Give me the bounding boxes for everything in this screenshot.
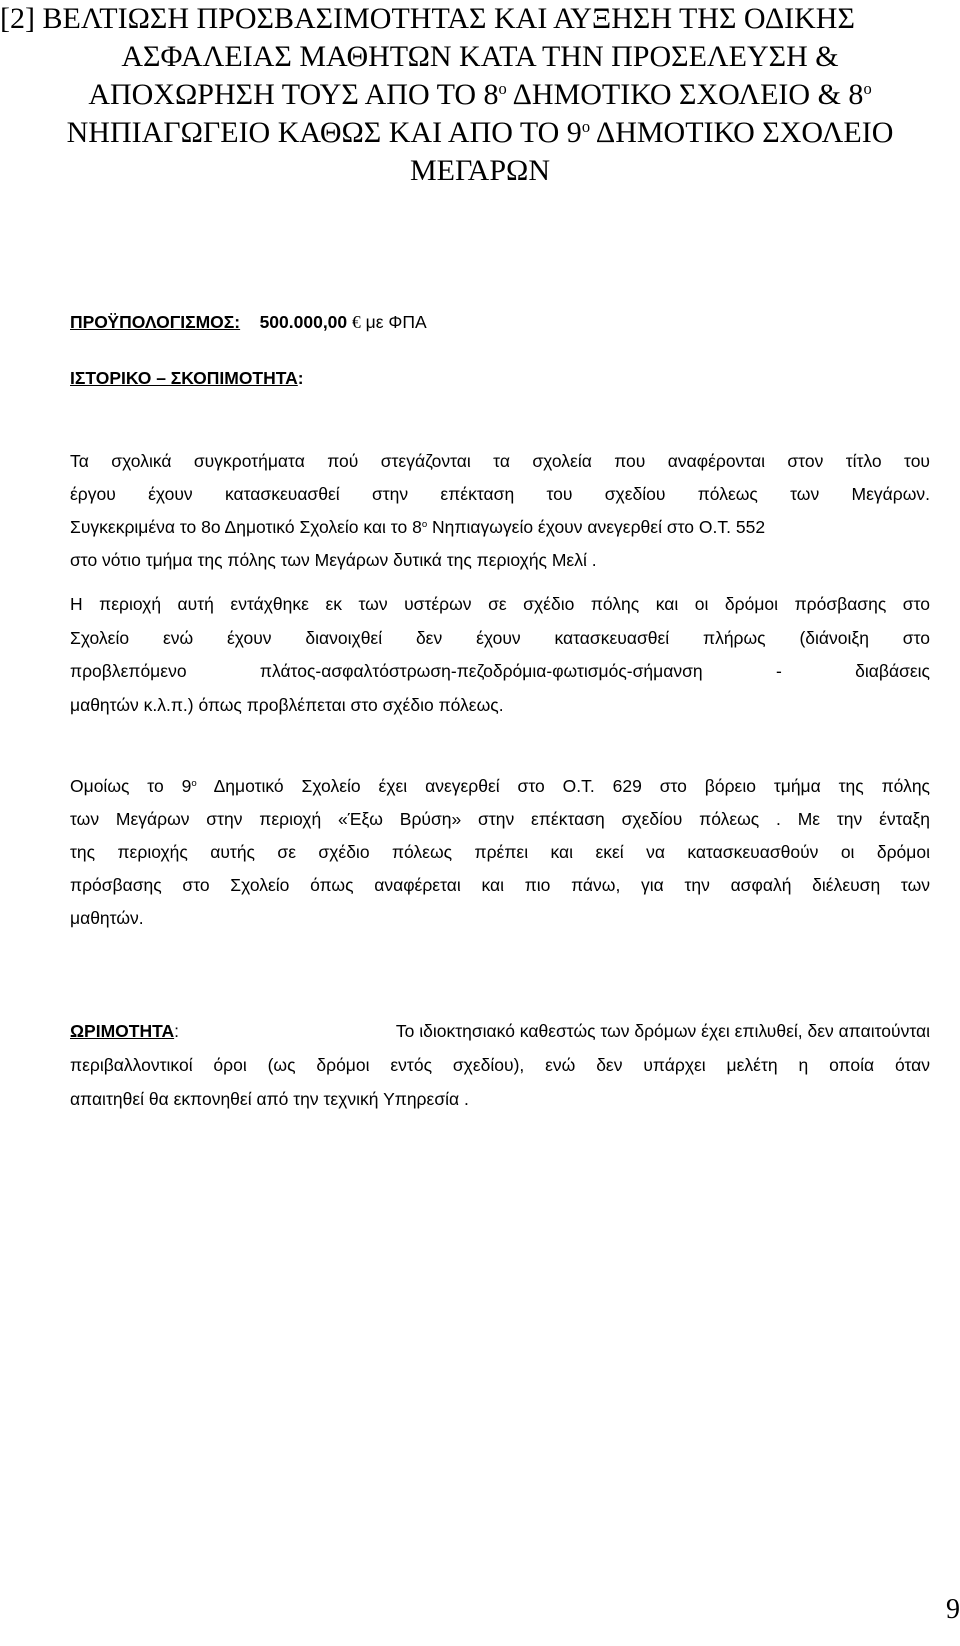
history-label: ΙΣΤΟΡΙΚΟ – ΣΚΟΠΙΜΟΤΗΤΑ bbox=[70, 368, 298, 388]
timeliness-line-3: απαιτηθεί θα εκπονηθεί από την τεχνική Υπηρεσία . bbox=[70, 1089, 469, 1109]
budget-row bbox=[70, 312, 930, 333]
title-line-4: ΝΗΠΙΑΓΩΓΕΙΟ ΚΑΘΩΣ ΚΑΙ ΑΠΟ ΤΟ $9^o$ ΔΗΜΟΤΙΚΟ ΣΧΟΛΕΙΟ bbox=[66, 116, 894, 149]
paragraph-3-line-4: πρόσβασης στο Σχολείο όπως αναφέρεται και πιο πάνω, για την ασφαλή διέλευση των bbox=[70, 875, 930, 895]
timeliness-label: ΩΡΙΜΟΤΗΤΑ bbox=[70, 1021, 175, 1041]
budget-amount: 500.000,00 bbox=[259, 312, 348, 332]
title-line-5: ΜΕΓΑΡΩΝ bbox=[409, 154, 550, 187]
title-line-2: ΑΣΦΑΛΕΙΑΣ ΜΑΘΗΤΩΝ ΚΑΤΑ ΤΗΝ ΠΡΟΣΕΛΕΥΣΗ & bbox=[121, 40, 839, 73]
paragraph-1 bbox=[70, 445, 930, 577]
paragraph-2-line-3: προβλεπόμενο πλάτος-ασφαλτόστρωση-πεζοδρόμια-φωτισμός-σήμανση - διαβάσεις bbox=[70, 661, 930, 681]
budget-label: ΠΡΟΫΠΟΛΟΓΙΣΜΟΣ: bbox=[70, 312, 241, 332]
euro-sign: € bbox=[352, 312, 361, 332]
timeliness-text-1: Το ιδιοκτησιακό καθεστώς των δρόμων έχει επιλυθεί, δεν απαιτούνται bbox=[395, 1021, 930, 1041]
title-line-1: [2] ΒΕΛΤΙΩΣΗ ΠΡΟΣΒΑΣΙΜΟΤΗΤΑΣ ΚΑΙ ΑΥΞΗΣΗ ΤΗΣ ΟΔΙΚΗΣ bbox=[0, 2, 855, 35]
timeliness-section bbox=[70, 1014, 930, 1116]
paragraph-1-line-1: Τα σχολικά συγκροτήματα πού στεγάζονται τα σχολεία που αναφέρονται στον τίτλο του bbox=[70, 451, 930, 471]
paragraph-3-line-3: της περιοχής αυτής σε σχέδιο πόλεως πρέπει και εκεί να κατασκευασθούν οι δρόμοι bbox=[70, 842, 930, 862]
paragraph-2-line-1: Η περιοχή αυτή εντάχθηκε εκ των υστέρων σε σχέδιο πόλης και οι δρόμοι πρόσβασης στο bbox=[70, 594, 930, 614]
page-number: 9 bbox=[946, 1594, 960, 1625]
paragraph-2-line-2: Σχολείο ενώ έχουν διανοιχθεί δεν έχουν κατασκευασθεί πλήρως (διάνοιξη στο bbox=[70, 627, 930, 648]
paragraph-3 bbox=[70, 770, 930, 935]
paragraph-2 bbox=[70, 588, 930, 722]
timeliness-line-1: ΩΡΙΜΟΤΗΤΑ: Το ιδιοκτησιακό καθεστώς των δρόμων έχει επιλυθεί, δεν απαιτούνται bbox=[70, 1014, 930, 1048]
paragraph-1-line-4: στο νότιο τμήμα της πόλης των Μεγάρων δυτικά της περιοχής Μελί . bbox=[70, 550, 597, 570]
timeliness-line-2: περιβαλλοντικοί όροι (ως δρόμοι εντός σχεδίου), ενώ δεν υπάρχει μελέτη η οποία όταν bbox=[70, 1055, 930, 1075]
paragraph-1-line-3: Συγκεκριμένα το 8ο Δημοτικό Σχολείο και το $8^o$ Νηπιαγωγείο έχουν ανεγερθεί στο Ο.Τ. 552 bbox=[70, 517, 766, 537]
paragraph-2-line-4: μαθητών κ.λ.π.) όπως προβλέπεται στο σχέδιο πόλεως. bbox=[70, 694, 504, 715]
paragraph-1-line-2: έργου έχουν κατασκευασθεί στην επέκταση του σχεδίου πόλεως των Μεγάρων. bbox=[70, 484, 930, 504]
budget-vat: με ΦΠΑ bbox=[365, 312, 427, 332]
paragraph-3-line-2: των Μεγάρων στην περιοχή «Έξω Βρύση» στην επέκταση σχεδίου πόλεως . Με την ένταξη bbox=[70, 809, 930, 829]
title-line-3: ΑΠΟΧΩΡΗΣΗ ΤΟΥΣ ΑΠΟ ΤΟ $8^o$ ΔΗΜΟΤΙΚΟ ΣΧΟΛΕΙΟ & $8^o$ bbox=[88, 78, 872, 111]
paragraph-3-line-5: μαθητών. bbox=[70, 908, 144, 928]
paragraph-3-line-1: Ομοίως το $9^o$ Δημοτικό Σχολείο έχει ανεγερθεί στο Ο.Τ. 629 στο βόρειο τμήμα της πόλης bbox=[70, 776, 930, 796]
document-title bbox=[0, 0, 960, 190]
history-heading: ΙΣΤΟΡΙΚΟ – ΣΚΟΠΙΜΟΤΗΤΑ: bbox=[70, 368, 304, 388]
